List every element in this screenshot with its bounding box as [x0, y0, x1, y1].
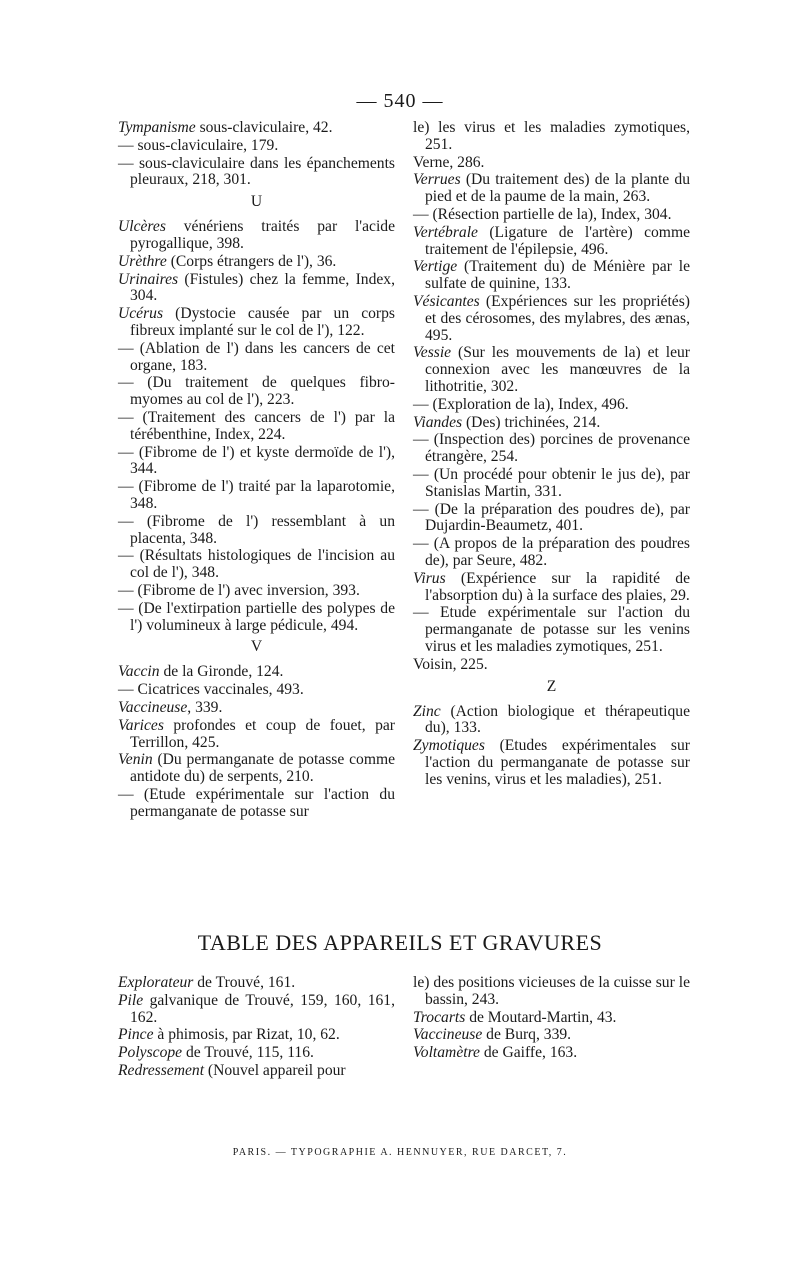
entry-text: le) les virus et les maladies zymotiques, 251.	[413, 119, 690, 153]
index-entry	[413, 415, 690, 432]
entry-text: — (A propos de la préparation des poudres de), par Seure, 482.	[413, 535, 690, 569]
entry-text: — (Etude expérimentale sur l'action du permanganate de potasse sur	[118, 785, 395, 820]
entry-text: sous-claviculaire, 42.	[195, 119, 333, 136]
entry-text: (Traitement du) de Ménière par le sulfate de quinine, 133.	[425, 258, 690, 293]
index-entry	[413, 1010, 690, 1027]
entry-text: (Ligature de l'artère) comme traitement de l'épilepsie, 496.	[425, 223, 690, 258]
index-entry	[118, 682, 395, 699]
appareils-columns	[118, 975, 690, 1081]
index-entry	[118, 306, 395, 340]
entry-text: (Nouvel appareil pour	[204, 1061, 346, 1079]
index-columns	[118, 120, 690, 821]
index-entry	[413, 536, 690, 570]
entry-text: — (Fibrome de l') avec inversion, 393.	[118, 581, 360, 599]
entry-text: — (Fibrome de l') traité par la laparotomie, 348.	[118, 478, 395, 512]
index-entry	[413, 225, 690, 259]
index-entry	[118, 156, 395, 190]
index-entry	[118, 752, 395, 786]
entry-headword: Ulcères	[118, 218, 166, 236]
entry-text: de Trouvé, 161.	[193, 974, 296, 991]
index-entry	[413, 975, 690, 1009]
entry-headword: Ucérus	[118, 305, 164, 323]
index-entry	[118, 479, 395, 513]
index-entry	[118, 341, 395, 375]
index-entry	[413, 1045, 690, 1062]
entry-text: — (Ablation de l') dans les cancers de cet organe, 183.	[118, 339, 395, 374]
entry-text: de Gaiffe, 163.	[479, 1044, 578, 1062]
appareils-column-left	[118, 975, 395, 1081]
index-entry	[118, 219, 395, 253]
index-entry	[118, 138, 395, 155]
entry-text: vénériens traités par l'acide pyrogallique, 398.	[130, 218, 395, 252]
entry-text: Voisin, 225.	[413, 655, 488, 673]
index-entry	[118, 272, 395, 306]
entry-text: — (Du traitement de quelques fibro-myomes au col de l'), 223.	[118, 374, 395, 409]
entry-text: profondes et coup de fouet, par Terrillon, 425.	[130, 716, 395, 751]
entry-text: — (Un procédé pour obtenir le jus de), par Stanislas Martin, 331.	[413, 465, 690, 500]
entry-text: (Expérience sur la rapidité de l'absorption du) à la surface des plaies, 29.	[425, 569, 690, 604]
entry-text: (Action biologique et thérapeutique du), 133.	[425, 702, 690, 737]
index-entry	[413, 345, 690, 395]
entry-headword: Vésicantes	[413, 292, 480, 310]
section-letter: U	[250, 193, 263, 211]
entry-text: (Fistules) chez la femme, Index, 304.	[130, 270, 395, 305]
index-entry	[118, 787, 395, 821]
entry-text: — (Traitement des cancers de l') par la térébenthine, Index, 224.	[118, 408, 395, 443]
entry-headword: Redressement	[118, 1061, 205, 1079]
index-entry	[118, 718, 395, 752]
entry-text: (Expériences sur les propriétés) et des cérosomes, des mylabres, des ænas, 495.	[425, 292, 690, 344]
entry-text: Verne, 286.	[413, 153, 485, 171]
index-entry	[413, 704, 690, 738]
entry-text: de Trouvé, 115, 116.	[182, 1044, 314, 1062]
entry-headword: Pince	[118, 1026, 154, 1044]
entry-text: (Des) trichinées, 214.	[462, 413, 601, 431]
entry-headword: Zinc	[413, 702, 441, 720]
index-entry	[118, 375, 395, 409]
entry-text: — (Fibrome de l') ressemblant à un placenta, 348.	[118, 512, 395, 547]
index-column-right	[413, 120, 690, 821]
entry-headword: Vaccineuse	[118, 698, 188, 716]
entry-headword: Vaccin	[118, 663, 160, 681]
section-letter: Z	[546, 677, 557, 695]
appareils-column-right	[413, 975, 690, 1081]
index-entry	[413, 467, 690, 501]
index-entry	[413, 155, 690, 172]
index-entry	[118, 1027, 395, 1044]
entry-headword: Urèthre	[118, 252, 167, 270]
entry-text: — (Fibrome de l') et kyste dermoïde de l'), 344.	[118, 443, 395, 478]
index-entry	[413, 397, 690, 414]
index-entry	[118, 700, 395, 717]
index-entry	[413, 657, 690, 674]
index-entry	[413, 432, 690, 466]
entry-headword: Verrues	[413, 171, 461, 189]
entry-text: (Etudes expérimentales sur l'action du permanganate de potasse sur les venins, virus et les maladies), 251.	[425, 737, 690, 788]
entry-text: — (De l'extirpation partielle des polypes de l') volumineux à large pédicule, 494.	[118, 599, 395, 634]
entry-text: le) des positions vicieuses de la cuisse sur le bassin, 243.	[413, 974, 690, 1008]
index-entry	[413, 502, 690, 536]
index-entry	[118, 583, 395, 600]
entry-text: de Burq, 339.	[482, 1026, 572, 1044]
entry-text: — sous-claviculaire, 179.	[118, 136, 279, 154]
index-entry	[413, 1027, 690, 1044]
index-entry	[118, 1045, 395, 1062]
section-title: TABLE DES APPAREILS ET GRAVURES	[197, 930, 603, 955]
index-entry	[118, 120, 395, 137]
page-number: — 540 —	[356, 90, 444, 112]
entry-headword: Vessie	[413, 344, 452, 362]
entry-headword: Pile	[118, 991, 144, 1009]
index-entry	[118, 993, 395, 1027]
entry-headword: Tympanisme	[118, 119, 196, 136]
entry-headword: Trocarts	[413, 1008, 466, 1026]
index-column-left	[118, 120, 395, 821]
entry-text: — sous-claviculaire dans les épanchements pleuraux, 218, 301.	[118, 154, 395, 189]
index-entry	[118, 514, 395, 548]
entry-text: de Moutard-Martin, 43.	[465, 1008, 617, 1026]
entry-headword: Urinaires	[118, 270, 179, 288]
index-entry	[118, 410, 395, 444]
section-letter: V	[250, 638, 263, 656]
entry-text: — (Inspection des) porcines de provenance étrangère, 254.	[413, 431, 690, 466]
entry-text: — (De la préparation des poudres de), par Dujardin-Beaumetz, 401.	[413, 500, 690, 535]
entry-text: de la Gironde, 124.	[159, 663, 284, 681]
index-entry	[118, 254, 395, 271]
entry-text: — Etude expérimentale sur l'action du permanganate de potasse sur les venins virus et les maladies zymotiques, 251.	[413, 604, 690, 655]
entry-text: galvanique de Trouvé, 159, 160, 161, 162.	[130, 991, 395, 1026]
printer-footer: PARIS. — TYPOGRAPHIE A. HENNUYER, RUE DARCET, 7.	[232, 1147, 568, 1158]
entry-headword: Varices	[118, 716, 164, 734]
entry-text: (Sur les mouvements de la) et leur connexion avec les manœuvres de la lithotritie, 302.	[425, 344, 690, 395]
index-entry	[413, 605, 690, 655]
index-entry	[118, 1063, 395, 1080]
index-entry	[118, 664, 395, 681]
index-entry	[118, 601, 395, 635]
entry-headword: Polyscope	[118, 1044, 183, 1062]
index-entry	[413, 120, 690, 154]
index-entry	[413, 738, 690, 788]
index-entry	[413, 207, 690, 224]
entry-headword: Voltamètre	[413, 1044, 480, 1062]
entry-text: (Dystocie causée par un corps fibreux implanté sur le col de l'), 122.	[130, 305, 395, 339]
index-entry	[118, 548, 395, 582]
entry-text: — (Résultats histologiques de l'incision au col de l'), 348.	[118, 547, 395, 582]
entry-headword: Zymotiques	[413, 737, 485, 755]
index-entry	[413, 172, 690, 206]
index-entry	[413, 259, 690, 293]
entry-headword: Vertébrale	[413, 223, 478, 241]
entry-headword: Vertige	[413, 258, 458, 276]
entry-text: — (Exploration de la), Index, 496.	[413, 395, 629, 413]
entry-headword: Viandes	[413, 413, 463, 431]
entry-headword: Virus	[413, 569, 446, 587]
entry-text: (Du permanganate de potasse comme antidote du) de serpents, 210.	[130, 751, 395, 786]
entry-text: (Du traitement des) de la plante du pied et de la paume de la main, 263.	[425, 171, 690, 206]
entry-text: , 339.	[187, 698, 223, 716]
entry-text: à phimosis, par Rizat, 10, 62.	[153, 1026, 340, 1044]
index-entry	[413, 571, 690, 605]
index-entry	[118, 975, 395, 992]
entry-text: — Cicatrices vaccinales, 493.	[118, 681, 304, 699]
entry-headword: Venin	[118, 751, 153, 769]
entry-headword: Vaccineuse	[413, 1026, 483, 1044]
index-entry	[413, 294, 690, 344]
index-entry	[118, 445, 395, 479]
entry-text: (Corps étrangers de l'), 36.	[166, 252, 337, 270]
entry-text: — (Résection partielle de la), Index, 304.	[413, 205, 672, 223]
entry-headword: Explorateur	[118, 974, 194, 991]
